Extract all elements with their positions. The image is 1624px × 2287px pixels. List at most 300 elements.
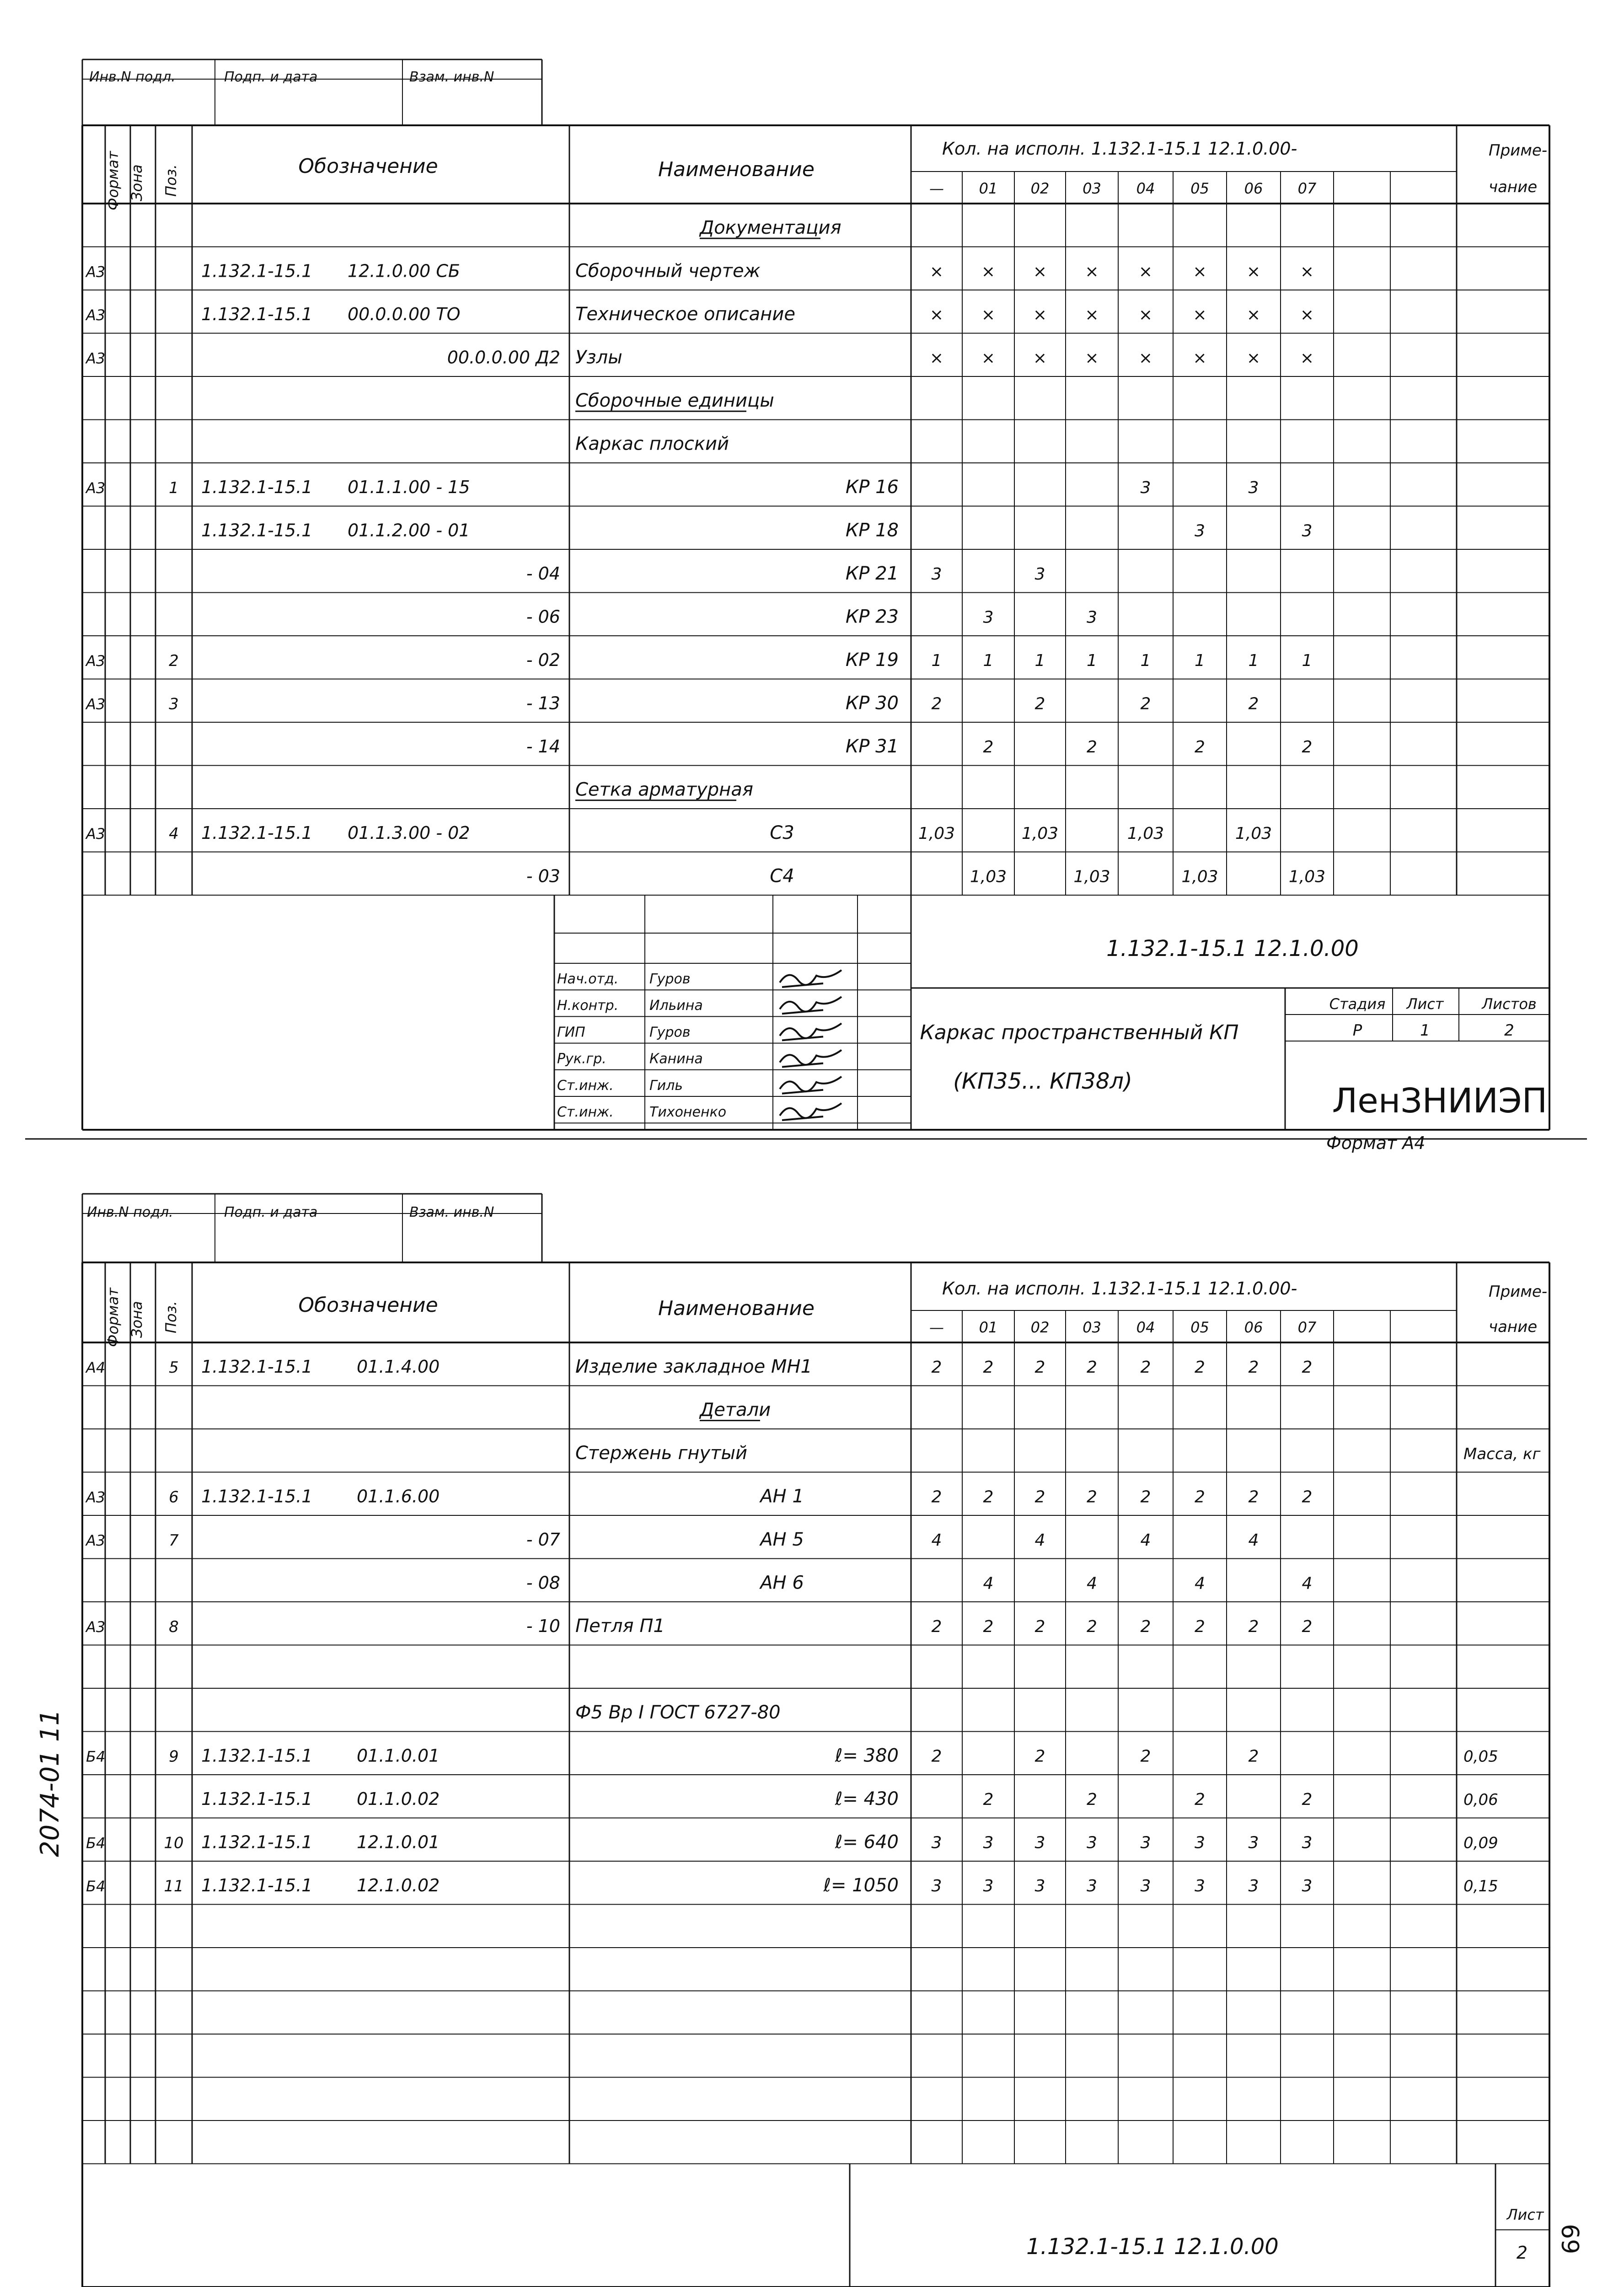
cell-qty-3: 2 <box>1087 1790 1097 1809</box>
cell-qty-4: 4 <box>1140 1531 1151 1550</box>
variant-header-6: 06 <box>1244 1319 1263 1336</box>
variant-header-5: 05 <box>1190 180 1209 197</box>
table-row <box>85 477 1259 498</box>
cell-qty-5: × <box>1193 306 1207 325</box>
cell-format: А3 <box>86 652 106 670</box>
cell-designation-prefix: 1.132.1-15.1 <box>201 520 313 541</box>
cell-designation-prefix: 1.132.1-15.1 <box>201 1357 313 1377</box>
sheet-value: 1 <box>1420 1021 1430 1040</box>
cell-format: А4 <box>86 1359 106 1377</box>
cell-qty-2: 2 <box>1034 1358 1045 1377</box>
cell-qty-0: 3 <box>931 565 942 584</box>
table-row <box>201 1788 1498 1809</box>
cell-qty-7: 2 <box>1302 1487 1313 1507</box>
cell-designation-suffix: - 08 <box>526 1573 560 1593</box>
header-prim-2-1: Приме- <box>1489 1283 1548 1301</box>
table-row <box>575 1443 1541 1464</box>
signer-role: ГИП <box>557 1024 585 1041</box>
header-poz-2: Поз. <box>162 1301 180 1333</box>
cell-qty-1: 2 <box>983 1617 994 1637</box>
cell-name: ℓ= 640 <box>835 1831 899 1853</box>
cell-designation-suffix: - 10 <box>526 1616 560 1637</box>
cell-qty-5: 3 <box>1195 521 1205 541</box>
cell-qty-5: × <box>1193 262 1207 281</box>
cell-name: КР 30 <box>845 693 899 714</box>
cell-qty-5: 2 <box>1195 1790 1205 1809</box>
header-prim-2-2: чание <box>1489 1318 1538 1336</box>
cell-qty-5: 2 <box>1195 738 1205 757</box>
cell-qty-6: 2 <box>1248 1358 1259 1377</box>
cell-qty-3: 3 <box>1087 1833 1097 1852</box>
cell-qty-7: 4 <box>1302 1574 1313 1593</box>
cell-qty-3: 3 <box>1087 1877 1097 1896</box>
side-inscription: 2074-01 11 <box>35 1709 65 1857</box>
cell-designation-suffix: 01.1.0.02 <box>357 1789 440 1809</box>
cell-qty-4: × <box>1138 262 1153 281</box>
cell-designation-suffix: 01.1.1.00 - 15 <box>348 477 470 498</box>
cell-designation-suffix: 00.0.0.00 ТО <box>348 304 461 325</box>
table-row <box>526 1573 1313 1594</box>
cell-format: А3 <box>86 1488 106 1506</box>
header-naimenovanie-2: Наименование <box>658 1297 815 1320</box>
cell-qty-6: 2 <box>1248 1487 1259 1507</box>
signer-name: Гуров <box>649 971 691 987</box>
cell-designation-suffix: 01.1.4.00 <box>357 1357 440 1377</box>
cell-remark: 0,15 <box>1463 1877 1498 1896</box>
signature-scribble <box>780 1023 841 1040</box>
cell-qty-3: 3 <box>1087 608 1097 627</box>
cell-qty-4: 2 <box>1140 1487 1151 1507</box>
cell-qty-6: 3 <box>1248 1833 1259 1852</box>
cell-format: Б4 <box>86 1834 106 1852</box>
table-row <box>85 347 1314 368</box>
cell-qty-0: 2 <box>931 1358 942 1377</box>
cell-qty-3: × <box>1085 262 1099 281</box>
table-row <box>86 1875 1498 1896</box>
signer-name: Гиль <box>649 1077 683 1094</box>
cell-qty-5: 3 <box>1195 1833 1205 1852</box>
table-row <box>526 563 1045 584</box>
cell-qty-1: × <box>981 306 996 325</box>
corner-podp-data-2: Подп. и дата <box>224 1204 318 1220</box>
cell-qty-7: 3 <box>1302 1877 1313 1896</box>
cell-name: ℓ= 380 <box>835 1745 899 1766</box>
cell-designation-suffix: - 06 <box>526 607 560 627</box>
cell-qty-3: 4 <box>1087 1574 1097 1593</box>
signer-name: Гуров <box>649 1024 691 1041</box>
cell-name: Техническое описание <box>575 304 795 325</box>
header-prim-2: чание <box>1489 178 1538 196</box>
cell-qty-2: 3 <box>1034 565 1045 584</box>
cell-qty-1: × <box>981 349 996 368</box>
cell-qty-6: × <box>1246 306 1261 325</box>
table-row <box>85 822 1272 843</box>
cell-format: А3 <box>86 306 106 324</box>
cell-qty-4: 3 <box>1140 478 1151 498</box>
sheets-label: Листов <box>1482 995 1537 1013</box>
cell-format: Б4 <box>86 1878 106 1895</box>
cell-qty-2: 4 <box>1034 1531 1045 1550</box>
cell-qty-7: × <box>1300 306 1314 325</box>
cell-qty-4: 2 <box>1140 1747 1151 1766</box>
cell-designation-suffix: 12.1.0.01 <box>357 1832 440 1852</box>
cell-qty-5: 1 <box>1195 651 1205 671</box>
cell-designation-prefix: 1.132.1-15.1 <box>201 1832 313 1852</box>
cell-qty-0: × <box>929 306 944 325</box>
corner-inv-podl: Инв.N подл. <box>89 69 176 85</box>
variant-header-4: 04 <box>1136 1319 1155 1336</box>
cell-name: Стержень гнутый <box>575 1443 748 1464</box>
cell-qty-5: 2 <box>1195 1358 1205 1377</box>
cell-qty-0: 3 <box>931 1877 942 1896</box>
cell-qty-2: × <box>1033 349 1047 368</box>
cell-qty-7: × <box>1300 262 1314 281</box>
cell-format: А3 <box>86 479 106 497</box>
cell-qty-0: 2 <box>931 1617 942 1637</box>
cell-position: 11 <box>164 1877 184 1896</box>
signer-role: Н.контр. <box>557 998 619 1014</box>
header-oboznachenie-2: Обозначение <box>298 1294 438 1317</box>
variant-header-7: 07 <box>1297 180 1317 197</box>
cell-qty-6: × <box>1246 349 1261 368</box>
cell-qty-1: 4 <box>983 1574 994 1593</box>
cell-designation-prefix: 1.132.1-15.1 <box>201 261 313 281</box>
cell-qty-2: 2 <box>1034 1487 1045 1507</box>
format-label-1: Формат А4 <box>1326 1133 1426 1153</box>
cell-qty-4: × <box>1138 306 1153 325</box>
table-row <box>85 304 1314 325</box>
cell-designation-suffix: 01.1.0.01 <box>357 1745 440 1766</box>
variant-header-3: 03 <box>1083 180 1101 197</box>
cell-qty-4: 1 <box>1140 651 1151 671</box>
cell-designation-suffix: - 04 <box>526 564 560 584</box>
cell-name: КР 16 <box>845 477 899 498</box>
cell-qty-2: × <box>1033 306 1047 325</box>
cell-qty-5: 1,03 <box>1181 867 1218 886</box>
cell-qty-6: 2 <box>1248 694 1259 714</box>
table-row <box>699 217 841 238</box>
cell-name: КР 23 <box>845 606 899 628</box>
variant-header-2: 02 <box>1030 180 1050 197</box>
cell-name: Ф5 Вр I ГОСТ 6727-80 <box>575 1702 781 1723</box>
cell-qty-2: 2 <box>1034 1747 1045 1766</box>
cell-qty-4: × <box>1138 349 1153 368</box>
cell-qty-1: 2 <box>983 1790 994 1809</box>
cell-position: 6 <box>169 1488 179 1507</box>
cell-qty-2: 1 <box>1034 651 1045 671</box>
cell-designation-suffix: - 14 <box>526 736 560 757</box>
footer-sheet-value: 2 <box>1516 2243 1528 2263</box>
cell-qty-7: 2 <box>1302 1617 1313 1637</box>
cell-qty-3: 1,03 <box>1073 867 1110 886</box>
table-row <box>85 1529 1259 1550</box>
cell-qty-5: 2 <box>1195 1487 1205 1507</box>
table-row <box>575 779 753 800</box>
title-name-1: Каркас пространственный КП <box>920 1021 1239 1044</box>
cell-qty-0: 2 <box>931 694 942 714</box>
cell-name: С4 <box>770 865 794 887</box>
cell-position: 7 <box>169 1531 179 1550</box>
variant-header-1: 01 <box>979 1319 998 1336</box>
table-row <box>85 693 1259 714</box>
table-row <box>201 520 1312 541</box>
cell-name: АН 1 <box>760 1486 804 1507</box>
page-number: 69 <box>1556 2224 1583 2255</box>
cell-qty-0: × <box>929 349 944 368</box>
cell-qty-4: 2 <box>1140 694 1151 714</box>
cell-designation-prefix: 1.132.1-15.1 <box>201 304 313 325</box>
cell-qty-1: 1,03 <box>970 867 1007 886</box>
cell-position: 3 <box>169 695 179 714</box>
table-row <box>575 434 729 455</box>
cell-qty-7: 2 <box>1302 738 1313 757</box>
cell-format: А3 <box>86 695 106 713</box>
table-row <box>85 1616 1312 1637</box>
cell-name: Сборочные единицы <box>575 390 774 412</box>
cell-designation-suffix: 12.1.0.02 <box>357 1875 440 1896</box>
header-prim-1: Приме- <box>1489 141 1548 160</box>
table-row <box>526 866 1325 887</box>
cell-remark: 0,05 <box>1463 1747 1498 1766</box>
stage-label: Стадия <box>1329 995 1386 1013</box>
corner-vzam-inv: Взам. инв.N <box>409 69 494 85</box>
cell-format: А3 <box>86 825 106 843</box>
table-row <box>86 1745 1498 1766</box>
cell-name: Сетка арматурная <box>575 779 753 800</box>
cell-designation-prefix: 1.132.1-15.1 <box>201 1875 313 1896</box>
cell-position: 10 <box>164 1834 184 1852</box>
cell-qty-2: 3 <box>1034 1877 1045 1896</box>
signer-role: Рук.гр. <box>557 1051 606 1067</box>
signature-scribble <box>780 1050 841 1067</box>
cell-name: Петля П1 <box>575 1616 665 1637</box>
header-kol-2: Кол. на исполн. 1.132.1-15.1 12.1.0.00- <box>942 1278 1297 1299</box>
header-format-2: Формат <box>104 1288 122 1347</box>
cell-designation-suffix: - 02 <box>526 650 560 671</box>
cell-designation-suffix: 12.1.0.00 СБ <box>348 261 460 281</box>
cell-format: А3 <box>86 1618 106 1636</box>
table-row <box>85 1356 1312 1377</box>
cell-qty-5: × <box>1193 349 1207 368</box>
cell-qty-6: 4 <box>1248 1531 1259 1550</box>
header-format: Формат <box>104 151 122 210</box>
cell-designation-suffix: 01.1.6.00 <box>357 1486 440 1507</box>
cell-qty-0: 2 <box>931 1747 942 1766</box>
header-zona-2: Зона <box>128 1301 145 1338</box>
cell-designation-prefix: 1.132.1-15.1 <box>201 1789 313 1809</box>
cell-qty-6: 3 <box>1248 478 1259 498</box>
table-row <box>85 261 1314 282</box>
cell-qty-2: 1,03 <box>1021 824 1059 843</box>
table-row <box>526 736 1313 757</box>
cell-qty-4: 3 <box>1140 1877 1151 1896</box>
header-kol: Кол. на исполн. 1.132.1-15.1 12.1.0.00- <box>942 139 1297 159</box>
cell-qty-2: 2 <box>1034 694 1045 714</box>
cell-name: АН 5 <box>760 1529 804 1551</box>
cell-qty-1: 3 <box>983 1877 994 1896</box>
variant-header-2: 02 <box>1030 1319 1050 1336</box>
cell-remark: Масса, кг <box>1463 1445 1541 1464</box>
cell-qty-0: 1,03 <box>918 824 955 843</box>
signer-name: Ильина <box>649 998 703 1014</box>
cell-qty-3: 2 <box>1087 1617 1097 1637</box>
header-poz: Поз. <box>162 164 180 197</box>
cell-name: ℓ= 430 <box>835 1788 899 1810</box>
cell-qty-2: × <box>1033 262 1047 281</box>
cell-name: Сборочный чертеж <box>575 260 761 282</box>
title-organization: ЛенЗНИИЭП <box>1332 1081 1548 1121</box>
cell-qty-7: 1 <box>1302 651 1313 671</box>
cell-format: А3 <box>86 349 106 367</box>
table-row <box>575 1702 781 1723</box>
sheets-value: 2 <box>1504 1021 1514 1040</box>
cell-qty-2: 2 <box>1034 1617 1045 1637</box>
footer-sheet-label: Лист <box>1506 2206 1544 2223</box>
cell-name: С3 <box>770 822 794 844</box>
cell-name: Каркас плоский <box>575 433 729 455</box>
cell-qty-1: 2 <box>983 738 994 757</box>
cell-designation-suffix: - 03 <box>526 866 560 886</box>
cell-position: 9 <box>169 1747 179 1766</box>
cell-format: Б4 <box>86 1748 106 1766</box>
corner-inv-podl-2: Инв.N подл. <box>87 1204 173 1220</box>
variant-header-4: 04 <box>1136 180 1155 197</box>
cell-name: КР 31 <box>845 736 899 757</box>
header-naimenovanie: Наименование <box>658 158 815 181</box>
cell-name: Изделие закладное МН1 <box>575 1356 813 1378</box>
cell-qty-3: 2 <box>1087 1487 1097 1507</box>
cell-qty-4: 2 <box>1140 1617 1151 1637</box>
title-name-2: (КП35... КП38л) <box>953 1068 1132 1094</box>
cell-qty-3: 2 <box>1087 1358 1097 1377</box>
variant-header-5: 05 <box>1190 1319 1209 1336</box>
table-row <box>699 1400 771 1421</box>
cell-designation-suffix: - 07 <box>526 1530 560 1550</box>
cell-qty-3: × <box>1085 306 1099 325</box>
table-row <box>575 390 774 411</box>
cell-qty-7: 3 <box>1302 1833 1313 1852</box>
cell-qty-1: 3 <box>983 1833 994 1852</box>
cell-qty-1: 2 <box>983 1358 994 1377</box>
cell-qty-6: 2 <box>1248 1747 1259 1766</box>
cell-qty-7: 2 <box>1302 1358 1313 1377</box>
cell-format: А3 <box>86 1532 106 1550</box>
footer-designation: 1.132.1-15.1 12.1.0.00 <box>1026 2234 1279 2260</box>
cell-qty-4: 2 <box>1140 1358 1151 1377</box>
cell-qty-4: 3 <box>1140 1833 1151 1852</box>
cell-designation-prefix: 1.132.1-15.1 <box>201 477 313 498</box>
cell-qty-0: 1 <box>931 651 942 671</box>
sheet-1 <box>85 69 1547 1153</box>
cell-qty-3: × <box>1085 349 1099 368</box>
cell-name: ℓ= 1050 <box>823 1875 899 1896</box>
variant-header-0: — <box>929 180 944 197</box>
cell-qty-4: 1,03 <box>1127 824 1164 843</box>
header-oboznachenie: Обозначение <box>298 155 438 178</box>
cell-qty-5: 3 <box>1195 1877 1205 1896</box>
cell-position: 2 <box>169 652 179 671</box>
cell-qty-0: 2 <box>931 1487 942 1507</box>
cell-qty-1: 1 <box>983 651 994 671</box>
cell-designation-suffix: 00.0.0.00 Д2 <box>447 347 560 368</box>
cell-position: 4 <box>169 825 179 843</box>
cell-qty-7: × <box>1300 349 1314 368</box>
table-row <box>86 1832 1498 1853</box>
cell-qty-1: × <box>981 262 996 281</box>
cell-remark: 0,09 <box>1463 1834 1498 1852</box>
variant-header-6: 06 <box>1244 180 1263 197</box>
cell-qty-0: × <box>929 262 944 281</box>
signer-role: Нач.отд. <box>557 971 619 987</box>
cell-name: АН 6 <box>760 1572 804 1594</box>
cell-name: КР 21 <box>845 563 899 585</box>
cell-qty-5: 2 <box>1195 1617 1205 1637</box>
cell-qty-6: 3 <box>1248 1877 1259 1896</box>
corner-vzam-inv-2: Взам. инв.N <box>409 1204 494 1220</box>
cell-remark: 0,06 <box>1463 1791 1498 1809</box>
cell-designation-prefix: 1.132.1-15.1 <box>201 823 313 843</box>
signer-role: Ст.инж. <box>557 1104 614 1120</box>
corner-podp-data: Подп. и дата <box>224 69 318 85</box>
cell-qty-6: 1,03 <box>1235 824 1272 843</box>
cell-position: 1 <box>169 479 179 498</box>
signatures <box>780 970 841 1120</box>
cell-qty-6: 2 <box>1248 1617 1259 1637</box>
cell-qty-0: 4 <box>931 1531 942 1550</box>
variant-header-0: — <box>929 1319 944 1336</box>
sheet-2 <box>85 1204 1547 2287</box>
cell-qty-1: 3 <box>983 608 994 627</box>
signer-role: Ст.инж. <box>557 1077 614 1094</box>
cell-designation-suffix: 01.1.2.00 - 01 <box>348 520 470 541</box>
title-designation: 1.132.1-15.1 12.1.0.00 <box>1106 936 1359 961</box>
cell-qty-7: 3 <box>1302 521 1313 541</box>
table-row <box>85 1486 1312 1507</box>
cell-qty-6: × <box>1246 262 1261 281</box>
signature-scribble <box>780 997 841 1014</box>
cell-name: КР 18 <box>845 520 899 541</box>
cell-qty-3: 2 <box>1087 738 1097 757</box>
cell-qty-2: 3 <box>1034 1833 1045 1852</box>
cell-name: КР 19 <box>845 650 899 671</box>
cell-format: А3 <box>86 263 106 281</box>
variant-header-7: 07 <box>1297 1319 1317 1336</box>
cell-position: 5 <box>169 1358 179 1377</box>
cell-qty-7: 2 <box>1302 1790 1313 1809</box>
cell-designation-suffix: 01.1.3.00 - 02 <box>348 823 470 843</box>
signer-name: Канина <box>649 1051 703 1067</box>
cell-qty-3: 1 <box>1087 651 1097 671</box>
cell-qty-1: 2 <box>983 1487 994 1507</box>
signature-scribble <box>780 1077 841 1094</box>
cell-designation-suffix: - 13 <box>526 693 560 714</box>
variant-header-1: 01 <box>979 180 998 197</box>
cell-qty-5: 4 <box>1195 1574 1205 1593</box>
signature-scribble <box>780 970 841 987</box>
header-zona: Зона <box>128 164 145 201</box>
cell-designation-prefix: 1.132.1-15.1 <box>201 1486 313 1507</box>
signature-scribble <box>780 1103 841 1120</box>
cell-qty-7: 1,03 <box>1288 867 1326 886</box>
cell-name: Документация <box>700 217 841 239</box>
cell-name: Узлы <box>575 347 622 368</box>
signer-name: Тихоненко <box>649 1104 727 1120</box>
variant-header-3: 03 <box>1083 1319 1101 1336</box>
stage-value: Р <box>1352 1021 1362 1040</box>
table-row <box>85 650 1312 671</box>
sheet-label: Лист <box>1406 995 1444 1013</box>
cell-position: 8 <box>169 1618 179 1637</box>
